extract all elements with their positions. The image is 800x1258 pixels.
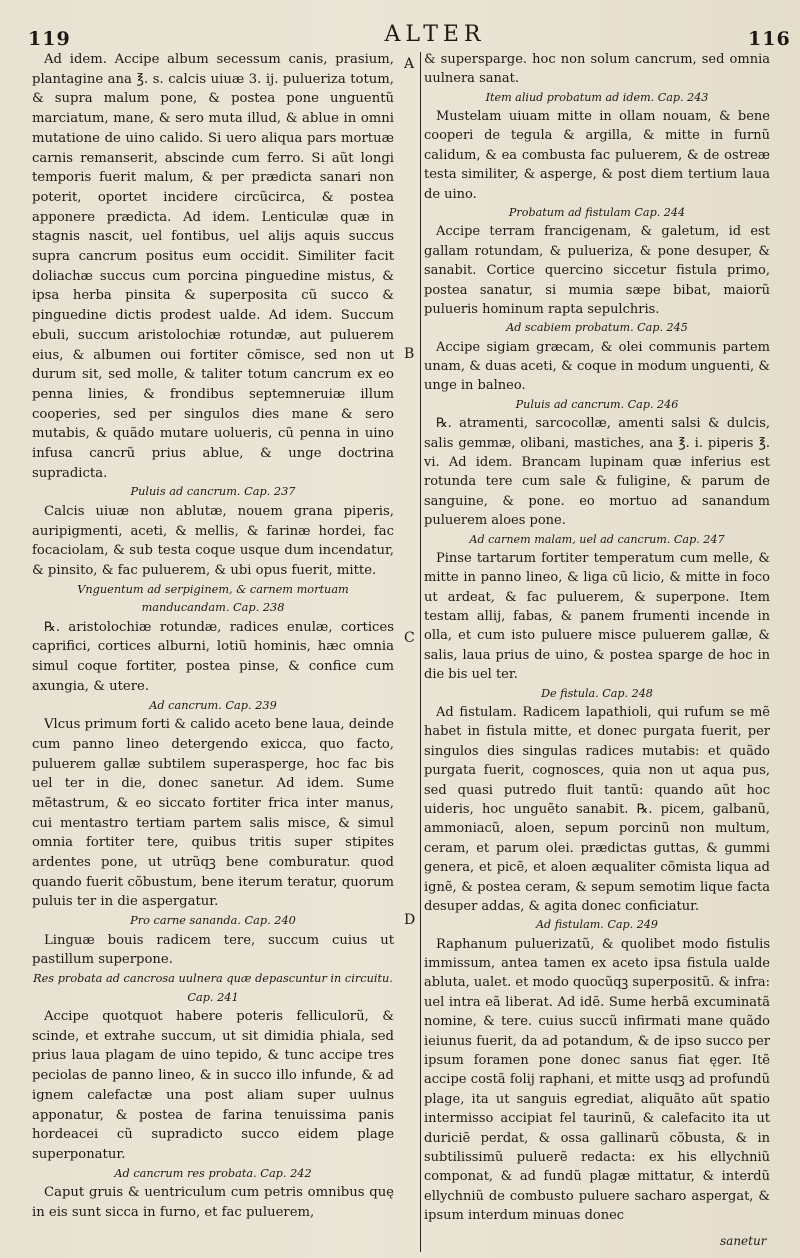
folio-number-right: 116 xyxy=(748,28,791,50)
chapter-heading: Pro carne sananda. Cap. 240 xyxy=(130,914,296,928)
text-paragraph: ℞. aristolochiæ rotundæ, radices enulæ, cortices caprifici, cortices alburni, lotiũ hominis, hæc omnia simul coque fortiter, postea pinse, & confice cum axungia, & utere. xyxy=(32,619,394,694)
margin-marker-a: A xyxy=(404,56,415,72)
folio-number-left: 119 xyxy=(28,28,71,50)
column-divider xyxy=(420,52,421,1252)
text-paragraph: & supersparge. hoc non solum cancrum, sed omnia uulnera sanat. xyxy=(424,52,770,87)
chapter-heading: Puluis ad cancrum. Cap. 246 xyxy=(515,397,679,411)
chapter-heading: Ad cancrum res probata. Cap. 242 xyxy=(114,1166,312,1180)
text-paragraph: Mustelam uiuam mitte in ollam nouam, & bene cooperi de tegula & argilla, & mitte in furnũ calidum, & ea combusta fac puluerem, & de ostreæ testa similiter, & asperge, & post diem tertium laua de uino. xyxy=(424,109,770,202)
left-text-column xyxy=(32,50,394,1248)
chapter-heading: Puluis ad cancrum. Cap. 237 xyxy=(130,485,296,499)
text-paragraph: Accipe quotquot habere poteris felliculorũ, & scinde, et extrahe succum, ut sit dimidia phiala, sed prius laua plagam de uino tepido, & tunc accipe tres peciolas de panno lineo, & in succo illo infunde, & ad ignem calefactæ una post aliam super uulnus apponatur, & postea de farina tenuissima panis hordeacei cũ supradicto succo eidem plage superponatur. xyxy=(32,1009,394,1162)
catchword: sanetur xyxy=(720,1234,767,1248)
chapter-heading: Probatum ad fistulam Cap. 244 xyxy=(508,206,686,220)
margin-marker-b: B xyxy=(404,346,415,362)
text-paragraph: Ad idem. Accipe album secessum canis, prasium, plantagine ana ℥. s. calcis uiuæ 3. ij. pulueriza totum, & supra malum pone, & postea pone unguentũ marciatum, mane, & sero muta illud, & ablue in omni mutatione de uino calido. Si uero aliqua pars mortuæ carnis remanserit, abscinde cum ferro. Si aũt longi temporis fuerit malum, & per prædicta sanari non poterit, oportet incidere circũcirca, & postea apponere prædicta. Ad idem. Lenticulæ quæ in stagnis nascit, uel fontibus, uel alijs aquis succus supra cancrum positus eum occidit. Similiter facit doliachæ succus cum porcina pinguedine mistus, & ipsa herba pinsita & superposita cũ succo & pinguedine dictis prodest ualde. Ad idem. Succum ebuli, succum aristolochiæ rotundæ, aut puluerem eius, & albumen oui fortiter cõmisce, sed non ut durum sit, sed molle, & taliter totum cancrum ex eo penna linies, & frondibus septemneruiæ illum cooperies, sed per singulos dies mane & sero mutabis, & quãdo mutare uolueris, cũ penna in uino infusa cancrũ prius ablue, & unge doctrina supradicta. xyxy=(32,52,394,481)
text-paragraph: Raphanum puluerizatũ, & quolibet modo fistulis immissum, antea tamen ex aceto ipsa fistula ualde abluta, ualet. et modo quocũqꝫ superpositũ. & infra: uel intra eã liberat. Ad idẽ. Sume herbã excuminatã nomine, & tere. cuius succũ infirmati mane quãdo ieiunus fuerit, da ad potandum, & de ipso succo per ipsum foramen pone donec sanus fiat ęger. Itẽ accipe costã folij raphani, et mitte usqꝫ ad profundũ plage, ita ut sanguis egrediat, aliquãto aũt spatio intermisso accipiat fel taurinũ, & calefacito ita ut duriciẽ perdat, & ossa gallinarũ cõbusta, & in subtilissimũ puluerẽ redacta: ex his ellychniũ componat, & ad fundũ plagæ mittatur, & interdũ ellychniũ de combusto puluere sacharo aspergat, & ipsum interdum minuas donec xyxy=(424,936,770,1224)
chapter-heading: Vnguentum ad serpiginem, & carnem mortuam manducandam. Cap. 238 xyxy=(77,582,349,615)
chapter-heading: Item aliud probatum ad idem. Cap. 243 xyxy=(485,90,709,104)
text-paragraph: Accipe sigiam græcam, & olei communis partem unam, & duas aceti, & coque in modum unguenti, & unge in balneo. xyxy=(424,339,770,394)
chapter-heading: Ad fistulam. Cap. 249 xyxy=(535,918,658,932)
margin-marker-c: C xyxy=(404,630,415,646)
right-text-column xyxy=(424,50,770,1232)
chapter-heading: Ad scabiem probatum. Cap. 245 xyxy=(506,321,688,335)
text-paragraph: Ad fistulam. Radicem lapathioli, qui rufum se mẽ habet in fistula mitte, et donec purgata fuerit, per singulos dies singulas radices mutabis: et quãdo purgata fuerit, cognosces, quia non ut aqua pus, sed quasi putredo fluit tantũ: quando aũt hoc uideris, hoc unguẽto sanabit. ℞. picem, galbanũ, ammoniacũ, aloen, sepum porcinũ non multum, ceram, et parum olei. prædictas guttas, & gummi genera, et picẽ, et aloen æqualiter cõmista liqua ad ignẽ, & postea ceram, & sepum semotim lique facta desuper addas, & agita donec conficiatur. xyxy=(424,704,770,914)
text-paragraph: Vlcus primum forti & calido aceto bene laua, deinde cum panno lineo detergendo exicca, quo facto, puluerem gallæ subtilem superasperge, hoc fac bis uel ter in die, donec sanetur. Ad idem. Sume mẽtastrum, & eo siccato fortiter frica inter manus, cui mentastro tertiam partem salis misce, & simul omnia fortiter tere, quibus tritis super stipites ardentes pone, ut utrũqꝫ bene comburatur. quod quando fuerit cõbustum, bene iterum teratur, quorum puluis ter in die aspergatur. xyxy=(32,717,394,910)
text-paragraph: Linguæ bouis radicem tere, succum cuius ut pastillum superpone. xyxy=(32,932,394,968)
text-paragraph: Accipe terram francigenam, & galetum, id est gallam rotundam, & pulueriza, & pone desuper, & sanabit. Cortice quercino siccetur fistula primo, postea sanatur, si mumia sæpe bibat, maiorũ pulueris hominum rapta sepulchris. xyxy=(424,224,770,317)
chapter-heading: Ad carnem malam, uel ad cancrum. Cap. 247 xyxy=(469,532,725,546)
running-title: ALTER xyxy=(384,22,486,47)
text-paragraph: Pinse tartarum fortiter temperatum cum melle, & mitte in panno lineo, & liga cũ licio, & mitte in foco ut ardeat, & fac puluerem, & superpone. Item testam allij, fabas, & panem frumenti incende in olla, et cum isto puluere misce puluerem gallæ, & salis, laua prius de uino, & postea sparge de hoc in die bis uel ter. xyxy=(424,550,770,683)
chapter-heading: Res probata ad cancrosa uulnera quæ depascuntur in circuitu. Cap. 241 xyxy=(33,972,393,1004)
text-paragraph: ℞. atramenti, sarcocollæ, amenti salsi & dulcis, salis gemmæ, olibani, mastiches, ana ℥. i. piperis ℥. vi. Ad idem. Brancam lupinam quæ inferius est rotunda tere cum sale & fuligine, & parum de sanguine, & pone. eo mortuo ad sanandum puluerem aloes pone. xyxy=(424,416,770,529)
text-paragraph: Caput gruis & uentriculum cum petris omnibus quę in eis sunt sicca in furno, et fac puluerem, xyxy=(32,1185,394,1220)
chapter-heading: Ad cancrum. Cap. 239 xyxy=(149,698,277,712)
margin-marker-d: D xyxy=(404,912,416,928)
page-header xyxy=(0,6,800,50)
text-paragraph: Calcis uiuæ non ablutæ, nouem grana piperis, auripigmenti, aceti, & mellis, & farinæ hordei, fac focaciolam, & sub testa coque usque dum incendatur, & pinsito, & fac puluerem, & ubi opus fuerit, mitte. xyxy=(32,503,394,579)
chapter-heading: De fistula. Cap. 248 xyxy=(541,686,653,700)
